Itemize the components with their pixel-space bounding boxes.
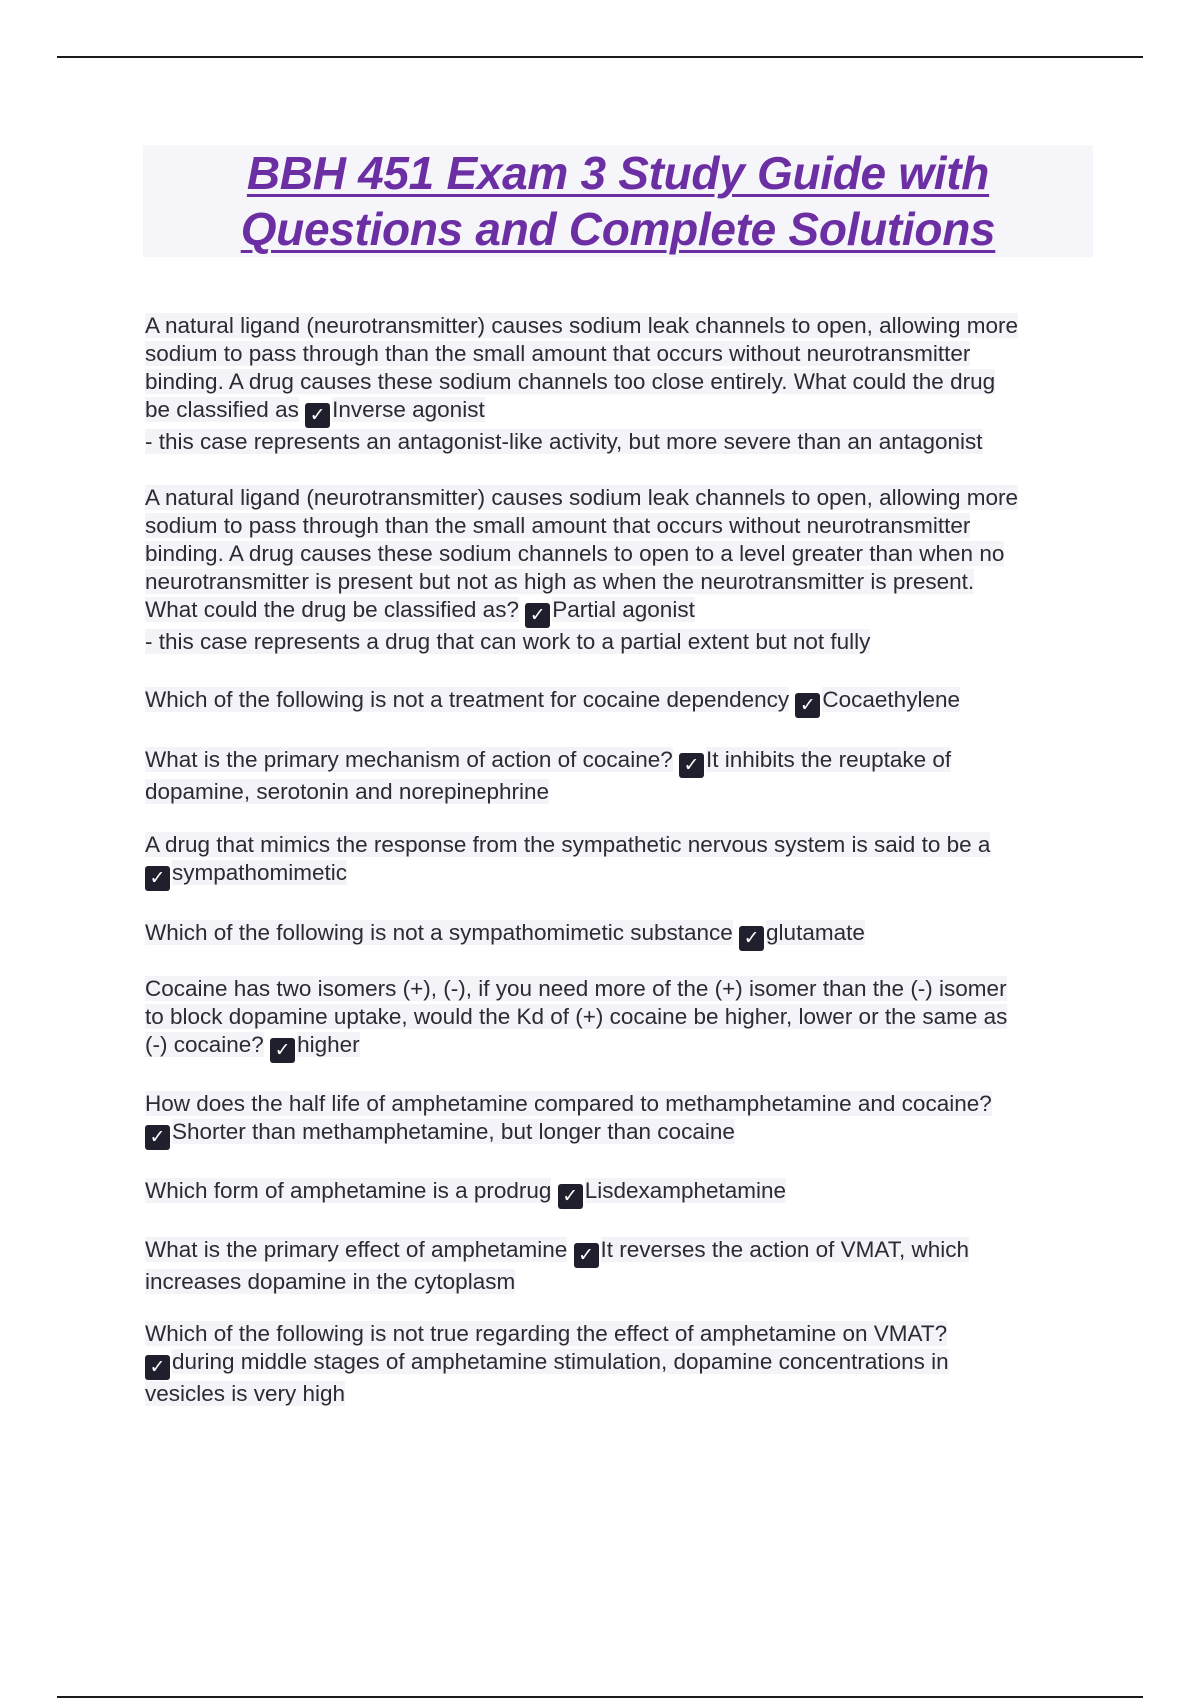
question-line: be classified as bbox=[145, 397, 299, 422]
question-line: Which of the following is not a treatment for cocaine dependency bbox=[145, 687, 790, 712]
answer-text: It inhibits the reuptake of bbox=[706, 747, 952, 772]
answer-text-cont: increases dopamine in the cytoplasm bbox=[145, 1269, 516, 1294]
question-line: Cocaine has two isomers (+), (-), if you need more of the (+) isomer than the (-) isomer bbox=[145, 976, 1007, 1001]
question-line: Which of the following is not true regarding the effect of amphetamine on VMAT? bbox=[145, 1321, 948, 1346]
question-line: A natural ligand (neurotransmitter) causes sodium leak channels to open, allowing more bbox=[145, 313, 1018, 338]
qa-item bbox=[145, 1177, 786, 1209]
checkmark-icon: ✓ bbox=[145, 1355, 170, 1380]
question-line: How does the half life of amphetamine compared to methamphetamine and cocaine? bbox=[145, 1091, 992, 1116]
checkmark-icon: ✓ bbox=[145, 866, 170, 891]
answer-text: sympathomimetic bbox=[172, 860, 348, 885]
question-line: Which form of amphetamine is a prodrug bbox=[145, 1178, 552, 1203]
top-rule bbox=[57, 56, 1143, 58]
qa-item bbox=[145, 1236, 969, 1296]
bottom-rule bbox=[57, 1696, 1143, 1698]
answer-note: - this case represents a drug that can work to a partial extent but not fully bbox=[145, 629, 871, 654]
qa-item bbox=[145, 484, 1018, 656]
title-line-2: Questions and Complete Solutions bbox=[240, 203, 996, 255]
answer-text-cont: dopamine, serotonin and norepinephrine bbox=[145, 779, 550, 804]
answer-text: higher bbox=[297, 1032, 360, 1057]
answer-note: - this case represents an antagonist-like activity, but more severe than an antagonist bbox=[145, 429, 983, 454]
question-line: binding. A drug causes these sodium channels too close entirely. What could the drug bbox=[145, 369, 996, 394]
answer-text: glutamate bbox=[766, 920, 865, 945]
checkmark-icon: ✓ bbox=[795, 693, 820, 718]
question-line: to block dopamine uptake, would the Kd of (+) cocaine be higher, lower or the same as bbox=[145, 1004, 1008, 1029]
question-line: What could the drug be classified as? bbox=[145, 597, 519, 622]
question-line: sodium to pass through than the small amount that occurs without neurotransmitter bbox=[145, 341, 971, 366]
answer-text-cont: vesicles is very high bbox=[145, 1381, 346, 1406]
checkmark-icon: ✓ bbox=[145, 1125, 170, 1150]
checkmark-icon: ✓ bbox=[679, 753, 704, 778]
checkmark-icon: ✓ bbox=[525, 603, 550, 628]
question-line: What is the primary effect of amphetamine bbox=[145, 1237, 568, 1262]
qa-item bbox=[145, 312, 1018, 456]
question-line: binding. A drug causes these sodium channels to open to a level greater than when no bbox=[145, 541, 1005, 566]
answer-text: Lisdexamphetamine bbox=[584, 1178, 787, 1203]
answer-text: Shorter than methamphetamine, but longer than cocaine bbox=[172, 1119, 735, 1144]
title-line-1: BBH 451 Exam 3 Study Guide with bbox=[246, 147, 990, 199]
question-line: A natural ligand (neurotransmitter) causes sodium leak channels to open, allowing more bbox=[145, 485, 1018, 510]
question-line: A drug that mimics the response from the sympathetic nervous system is said to be a bbox=[145, 832, 991, 857]
checkmark-icon: ✓ bbox=[739, 926, 764, 951]
qa-item bbox=[145, 746, 951, 806]
qa-item bbox=[145, 686, 960, 718]
qa-item bbox=[145, 831, 990, 891]
answer-text: during middle stages of amphetamine stimulation, dopamine concentrations in bbox=[172, 1349, 949, 1374]
checkmark-icon: ✓ bbox=[270, 1038, 295, 1063]
checkmark-icon: ✓ bbox=[574, 1243, 599, 1268]
qa-item bbox=[145, 1090, 992, 1150]
answer-text: It reverses the action of VMAT, which bbox=[600, 1237, 970, 1262]
answer-text: Inverse agonist bbox=[332, 397, 485, 422]
qa-item bbox=[145, 1320, 949, 1408]
answer-text: Cocaethylene bbox=[822, 687, 960, 712]
checkmark-icon: ✓ bbox=[558, 1184, 583, 1209]
question-line: sodium to pass through than the small amount that occurs without neurotransmitter bbox=[145, 513, 971, 538]
checkmark-icon: ✓ bbox=[305, 403, 330, 428]
question-line: neurotransmitter is present but not as high as when the neurotransmitter is present. bbox=[145, 569, 975, 594]
qa-item bbox=[145, 919, 865, 951]
title-banner bbox=[143, 145, 1093, 257]
answer-text: Partial agonist bbox=[552, 597, 695, 622]
question-line: (-) cocaine? bbox=[145, 1032, 264, 1057]
question-line: What is the primary mechanism of action of cocaine? bbox=[145, 747, 673, 772]
question-line: Which of the following is not a sympathomimetic substance bbox=[145, 920, 733, 945]
qa-item bbox=[145, 975, 1007, 1063]
